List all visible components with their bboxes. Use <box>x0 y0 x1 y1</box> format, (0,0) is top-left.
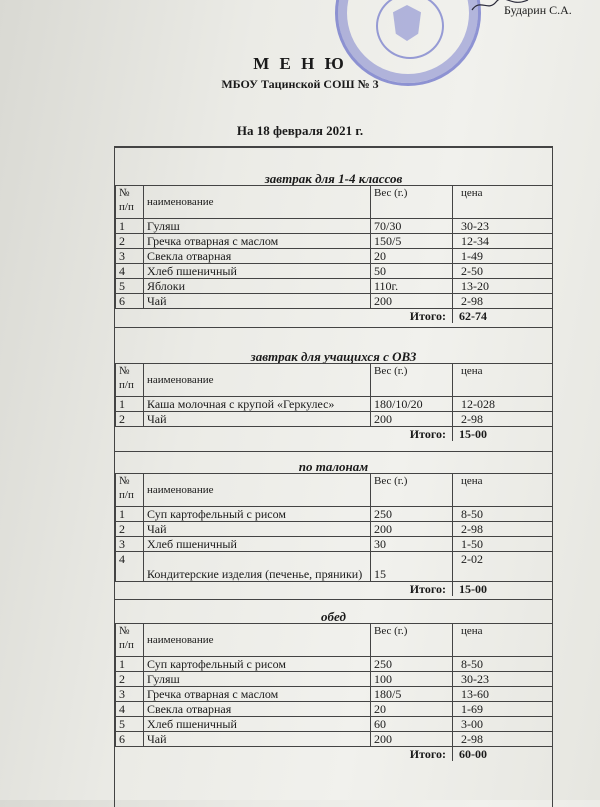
menu-table-coupons <box>115 473 553 596</box>
table-row <box>116 672 553 687</box>
menu-table-breakfast-ovz <box>115 363 553 441</box>
col-header-weight: Вес (г.) <box>371 364 453 397</box>
total-row <box>116 427 553 442</box>
table-row <box>116 294 553 309</box>
col-header-price: цена <box>453 364 553 397</box>
col-header-weight: Вес (г.) <box>371 624 453 657</box>
row-price: 13-60 <box>453 687 553 702</box>
row-weight: 180/5 <box>371 687 453 702</box>
menu-table-lunch <box>115 623 553 761</box>
col-header-weight: Вес (г.) <box>371 474 453 507</box>
row-num: 3 <box>116 537 144 552</box>
col-header-price: цена <box>453 624 553 657</box>
divider <box>115 451 552 452</box>
col-header-num: № п/п <box>116 364 144 397</box>
row-weight: 100 <box>371 672 453 687</box>
row-name: Суп картофельный с рисом <box>144 507 371 522</box>
row-weight: 15 <box>371 552 453 582</box>
row-num: 6 <box>116 732 144 747</box>
row-weight: 150/5 <box>371 234 453 249</box>
total-label: Итого: <box>116 427 453 442</box>
row-num: 5 <box>116 717 144 732</box>
row-name: Хлеб пшеничный <box>144 537 371 552</box>
section-title-breakfast-ovz: завтрак для учащихся с ОВЗ <box>250 349 417 364</box>
row-name: Чай <box>144 294 371 309</box>
row-name: Свекла отварная <box>144 702 371 717</box>
row-price: 8-50 <box>453 657 553 672</box>
row-price: 13-20 <box>453 279 553 294</box>
col-header-price: цена <box>453 474 553 507</box>
col-header-price: цена <box>453 186 553 219</box>
row-name: Гречка отварная с маслом <box>144 687 371 702</box>
col-header-name: наименование <box>144 474 371 507</box>
table-row <box>116 264 553 279</box>
row-name: Чай <box>144 522 371 537</box>
row-name: Кондитерские изделия (печенье, пряники) <box>144 552 371 582</box>
row-num: 2 <box>116 412 144 427</box>
row-weight: 200 <box>371 412 453 427</box>
row-price: 2-50 <box>453 264 553 279</box>
row-price: 2-98 <box>453 732 553 747</box>
row-name: Гуляш <box>144 672 371 687</box>
row-num: 3 <box>116 249 144 264</box>
row-price: 1-49 <box>453 249 553 264</box>
row-price: 30-23 <box>453 219 553 234</box>
row-price: 1-50 <box>453 537 553 552</box>
section-title-breakfast-1-4: завтрак для 1-4 классов <box>264 171 403 186</box>
table-row <box>116 412 553 427</box>
total-row <box>116 582 553 597</box>
row-price: 30-23 <box>453 672 553 687</box>
row-price: 2-98 <box>453 522 553 537</box>
row-name: Хлеб пшеничный <box>144 717 371 732</box>
total-value: 62-74 <box>453 309 553 324</box>
row-name: Хлеб пшеничный <box>144 264 371 279</box>
row-num: 2 <box>116 672 144 687</box>
row-num: 6 <box>116 294 144 309</box>
table-row <box>116 537 553 552</box>
table-header-row <box>116 624 553 657</box>
row-num: 4 <box>116 264 144 279</box>
col-header-weight: Вес (г.) <box>371 186 453 219</box>
row-num: 2 <box>116 522 144 537</box>
row-num: 1 <box>116 657 144 672</box>
table-row <box>116 249 553 264</box>
table-header-row <box>116 186 553 219</box>
table-row <box>116 279 553 294</box>
row-weight: 200 <box>371 732 453 747</box>
row-num: 4 <box>116 702 144 717</box>
table-row <box>116 732 553 747</box>
table-header-row <box>116 474 553 507</box>
section-title-lunch: обед <box>321 609 346 624</box>
col-header-name: наименование <box>144 364 371 397</box>
row-weight: 200 <box>371 294 453 309</box>
col-header-name: наименование <box>144 186 371 219</box>
row-name: Каша молочная с крупой «Геркулес» <box>144 397 371 412</box>
table-row <box>116 234 553 249</box>
row-weight: 20 <box>371 249 453 264</box>
row-weight: 180/10/20 <box>371 397 453 412</box>
table-row <box>116 552 553 582</box>
row-name: Свекла отварная <box>144 249 371 264</box>
table-header-row <box>116 364 553 397</box>
col-header-name: наименование <box>144 624 371 657</box>
row-weight: 250 <box>371 507 453 522</box>
divider <box>115 327 552 328</box>
total-value: 15-00 <box>453 582 553 597</box>
school-name: МБОУ Тацинской СОШ № 3 <box>221 77 379 91</box>
row-weight: 70/30 <box>371 219 453 234</box>
page-title: М Е Н Ю <box>253 54 347 73</box>
table-row <box>116 702 553 717</box>
row-num: 1 <box>116 219 144 234</box>
divider <box>115 599 552 600</box>
row-name: Гречка отварная с маслом <box>144 234 371 249</box>
row-weight: 60 <box>371 717 453 732</box>
total-row <box>116 747 553 762</box>
menu-date: На 18 февраля 2021 г. <box>236 123 364 138</box>
row-num: 2 <box>116 234 144 249</box>
row-name: Суп картофельный с рисом <box>144 657 371 672</box>
table-row <box>116 522 553 537</box>
row-price: 12-028 <box>453 397 553 412</box>
row-num: 3 <box>116 687 144 702</box>
col-header-num: № п/п <box>116 186 144 219</box>
row-price: 1-69 <box>453 702 553 717</box>
total-label: Итого: <box>116 309 453 324</box>
row-weight: 250 <box>371 657 453 672</box>
col-header-num: № п/п <box>116 624 144 657</box>
row-name: Чай <box>144 412 371 427</box>
menu-sheet <box>114 146 553 807</box>
row-weight: 50 <box>371 264 453 279</box>
row-name: Чай <box>144 732 371 747</box>
table-row <box>116 657 553 672</box>
table-row <box>116 687 553 702</box>
table-row <box>116 507 553 522</box>
director-name: Бударин С.А. <box>504 3 572 17</box>
row-weight: 30 <box>371 537 453 552</box>
row-price: 8-50 <box>453 507 553 522</box>
total-label: Итого: <box>116 582 453 597</box>
row-num: 1 <box>116 397 144 412</box>
row-price: 2-02 <box>453 552 553 582</box>
table-row <box>116 219 553 234</box>
table-row <box>116 397 553 412</box>
row-price: 12-34 <box>453 234 553 249</box>
row-num: 1 <box>116 507 144 522</box>
row-weight: 20 <box>371 702 453 717</box>
section-title-coupons: по талонам <box>298 459 369 474</box>
table-row <box>116 717 553 732</box>
row-num: 4 <box>116 552 144 582</box>
row-weight: 110г. <box>371 279 453 294</box>
total-label: Итого: <box>116 747 453 762</box>
col-header-num: № п/п <box>116 474 144 507</box>
row-price: 2-98 <box>453 412 553 427</box>
row-price: 3-00 <box>453 717 553 732</box>
total-row <box>116 309 553 324</box>
row-weight: 200 <box>371 522 453 537</box>
menu-table-breakfast-1-4 <box>115 185 553 323</box>
row-num: 5 <box>116 279 144 294</box>
divider <box>115 147 552 148</box>
row-name: Гуляш <box>144 219 371 234</box>
total-value: 60-00 <box>453 747 553 762</box>
row-price: 2-98 <box>453 294 553 309</box>
total-value: 15-00 <box>453 427 553 442</box>
row-name: Яблоки <box>144 279 371 294</box>
